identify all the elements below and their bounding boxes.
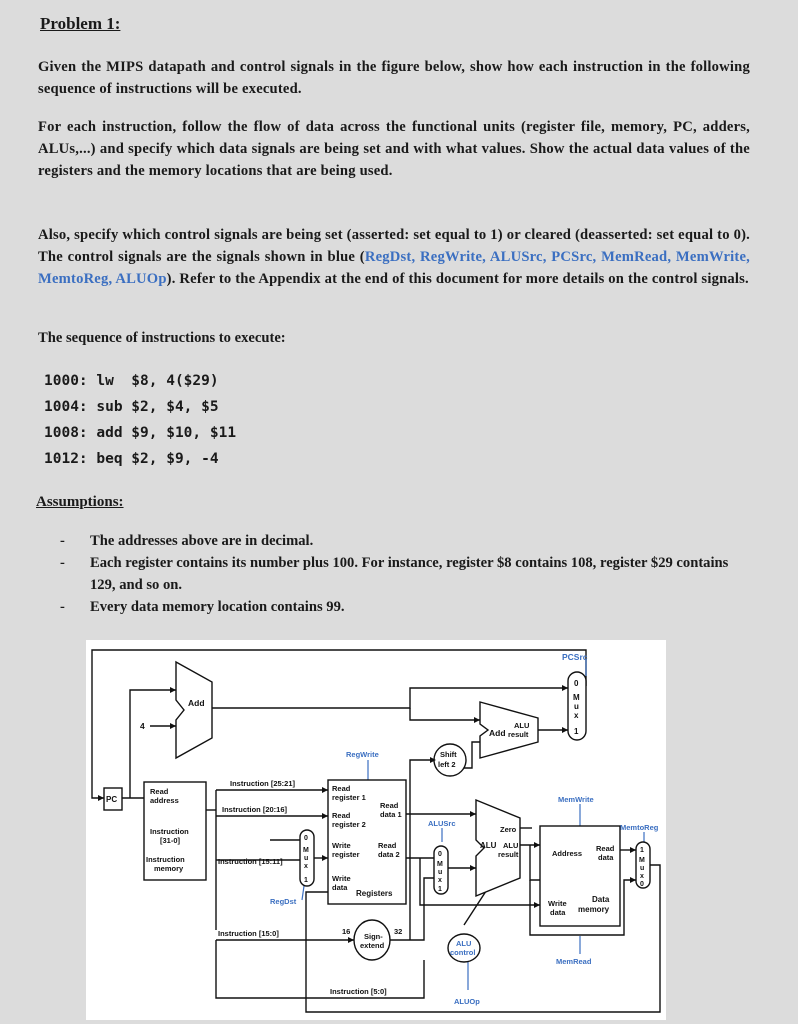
registers-label: Registers (356, 889, 393, 898)
instr-2521-label: Instruction [25:21] (230, 779, 296, 788)
instruction-line: 1008: add $9, $10, $11 (44, 425, 237, 441)
assumption-text: The addresses above are in decimal. (90, 533, 314, 549)
pcsrc-mux-u: u (574, 702, 579, 711)
read-reg1-label-1: Read (332, 784, 351, 793)
read-data2-label-1: Read (378, 841, 397, 850)
bullet-dash: - (60, 533, 65, 549)
read-reg1-label-2: register 1 (332, 793, 366, 802)
write-data-label-2: data (332, 883, 348, 892)
write-reg-label-1: Write (332, 841, 351, 850)
assumptions-title: Assumptions: (36, 494, 124, 510)
pcsrc-mux-0: 0 (574, 679, 579, 688)
regwrite-label: RegWrite (346, 750, 379, 759)
problem-heading: Problem 1: (40, 14, 121, 33)
branch-add-label: Add (489, 728, 506, 738)
instr-1511-label: Instruction [15:11] (218, 857, 283, 866)
write-data-mem-label-2: data (550, 908, 566, 917)
alu-result-label-1: ALU (503, 841, 519, 850)
sixteen-label: 16 (342, 927, 351, 936)
shift-label: Shift (440, 750, 457, 759)
assumption-text: Every data memory location contains 99. (90, 599, 345, 615)
address-label: Address (552, 849, 583, 858)
read-data1-label-1: Read (380, 801, 399, 810)
read-data2-label-2: data 2 (378, 850, 400, 859)
memtoreg-mux-1: 1 (640, 847, 644, 854)
pcsrc-label: PCSrc (562, 652, 588, 662)
problem-instructions: For each instruction, follow the flow of data across the functional units (register file, memory, PC, adders, ALUs,...) and specify which data signals are being set and with what values. Show the actual data values of the registers and the memory locations that are being used. (38, 119, 750, 179)
read-reg2-label-1: Read (332, 811, 351, 820)
read-data-mem-label-1: Read (596, 844, 615, 853)
pcsrc-mux-1: 1 (574, 727, 579, 736)
control-signal-paragraph (38, 224, 750, 290)
problem-intro: Given the MIPS datapath and control signals in the figure below, show how each instruction in the following sequence of instructions will be executed. (38, 59, 750, 97)
alu-result-label-2: result (498, 850, 519, 859)
alu-control-label-1: ALU (456, 939, 472, 948)
instr-2016-label: Instruction [20:16] (222, 805, 288, 814)
bullet-dash: - (60, 599, 65, 615)
read-data1-label-2: data 1 (380, 810, 402, 819)
alusrc-mux-1: 1 (438, 886, 442, 893)
memread-label: MemRead (556, 957, 592, 966)
add-label: Add (188, 698, 205, 708)
memtoreg-mux-u: u (640, 865, 645, 872)
assumption-item (60, 530, 750, 552)
alusrc-mux-0: 0 (438, 851, 442, 858)
shift-left-label: left 2 (438, 760, 456, 769)
instruction-memory-label-1: Instruction (146, 855, 185, 864)
thirtytwo-label: 32 (394, 927, 403, 936)
regdst-mux-u: u (304, 855, 309, 862)
sign-extend-label-2: extend (360, 941, 385, 950)
pc-label: PC (106, 795, 118, 804)
pcsrc-mux-x: x (574, 711, 579, 720)
four-label: 4 (140, 721, 145, 731)
control-paragraph-end: ). Refer to the Appendix at the end of this document for more details on the control signals. (166, 271, 749, 287)
regdst-mux-0: 0 (304, 835, 308, 842)
read-address-label-2: address (150, 796, 179, 805)
data-memory-label-1: Data (592, 895, 610, 904)
mips-datapath-diagram (86, 640, 666, 1020)
control-paragraph-start: Also, specify which control signals are being set (asserted: set equal to 1) or cleared (deasserted: set equal to 0). The control signals are the signals shown in blue ( (38, 227, 750, 265)
memtoreg-label: MemtoReg (620, 823, 659, 832)
instruction-out-label-1: Instruction (150, 827, 189, 836)
instruction-out-label-2: [31-0] (160, 836, 181, 845)
assumptions-list (60, 530, 750, 618)
read-address-label-1: Read (150, 787, 169, 796)
memtoreg-mux-x: x (640, 873, 644, 880)
aluop-label: ALUOp (454, 997, 480, 1006)
assumption-item (60, 596, 750, 618)
instr-150-label: Instruction [15:0] (218, 929, 279, 938)
alu-label: ALU (480, 841, 497, 850)
alusrc-mux-x: x (438, 877, 442, 884)
sequence-label: The sequence of instructions to execute: (38, 330, 286, 346)
instruction-memory-label-2: memory (154, 864, 184, 873)
sign-extend-label-1: Sign- (364, 932, 383, 941)
instruction-line: 1004: sub $2, $4, $5 (44, 399, 219, 415)
regdst-mux-1: 1 (304, 877, 308, 884)
instruction-line: 1000: lw $8, 4($29) (44, 373, 219, 389)
bullet-dash: - (60, 555, 65, 571)
write-data-mem-label-1: Write (548, 899, 567, 908)
alusrc-mux-m: M (437, 861, 443, 868)
control-signal-names: RegDst, RegWrite, ALUSrc, PCSrc, MemRead, MemWrite, MemtoReg, ALUOp (38, 249, 750, 287)
regdst-mux-x: x (304, 863, 308, 870)
alu-control-label-2: control (450, 948, 476, 957)
write-data-label-1: Write (332, 874, 351, 883)
regdst-label: RegDst (270, 897, 297, 906)
instr-50-label: Instruction [5:0] (330, 987, 387, 996)
data-memory-label-2: memory (578, 905, 610, 914)
memwrite-label: MemWrite (558, 795, 594, 804)
alusrc-label: ALUSrc (428, 819, 456, 828)
alusrc-mux-u: u (438, 869, 443, 876)
memtoreg-mux-0: 0 (640, 881, 644, 888)
pcsrc-mux-m: M (573, 693, 580, 702)
assumption-item (60, 552, 750, 596)
read-reg2-label-2: register 2 (332, 820, 366, 829)
regdst-mux-m: M (303, 847, 309, 854)
branch-alu-label: ALU (514, 721, 530, 730)
instruction-line: 1012: beq $2, $9, -4 (44, 451, 219, 467)
assumption-text: Each register contains its number plus 100. For instance, register $8 contains 108, register $29 contains 129, and so on. (90, 555, 729, 593)
write-reg-label-2: register (332, 850, 360, 859)
read-data-mem-label-2: data (598, 853, 614, 862)
zero-label: Zero (500, 825, 517, 834)
instruction-sequence (44, 368, 236, 472)
branch-result-label: result (508, 730, 529, 739)
memtoreg-mux-m: M (639, 857, 645, 864)
